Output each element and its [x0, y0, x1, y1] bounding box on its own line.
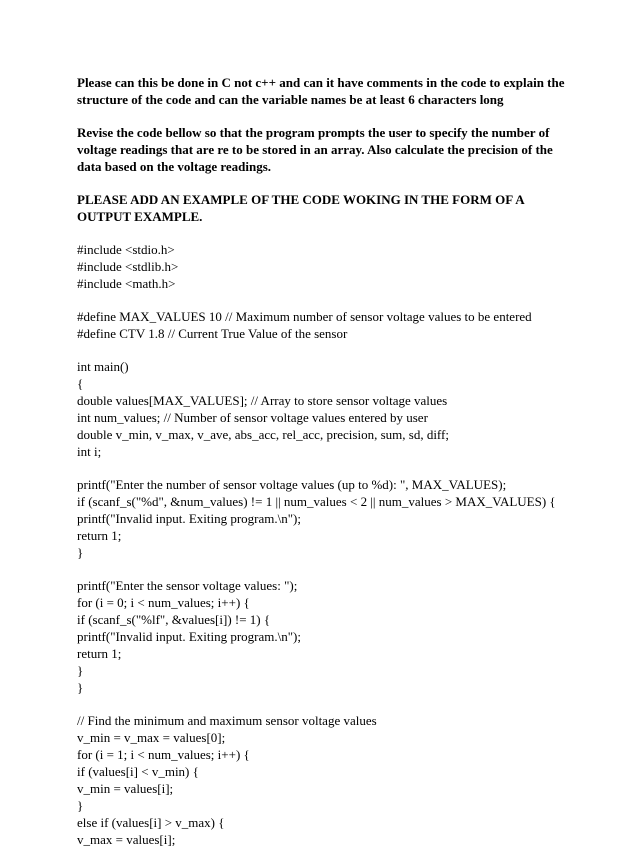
code-line: #define CTV 1.8 // Current True Value of the sensor — [77, 326, 348, 341]
code-line: int i; — [77, 444, 102, 459]
code-line: printf("Enter the sensor voltage values: "); — [77, 578, 298, 593]
code-line: printf("Invalid input. Exiting program.\n"); — [77, 511, 301, 526]
instruction-paragraph-2: Revise the code bellow so that the program prompts the user to specify the number of voltage readings that are re to be stored in an array. Also calculate the precision of the data based on the voltage readings. — [77, 125, 553, 174]
code-line: if (scanf_s("%lf", &values[i]) != 1) { — [77, 612, 271, 627]
code-line: printf("Enter the number of sensor voltage values (up to %d): ", MAX_VALUES); — [77, 477, 507, 492]
code-block-input-values — [77, 577, 577, 696]
code-line: printf("Invalid input. Exiting program.\n"); — [77, 629, 301, 644]
code-line: } — [77, 545, 84, 560]
code-block-input-count — [77, 476, 577, 561]
code-line: return 1; — [77, 646, 122, 661]
code-block-min-max — [77, 712, 577, 848]
code-line: #include <stdlib.h> — [77, 259, 179, 274]
code-line: return 1; — [77, 528, 122, 543]
code-line: for (i = 1; i < num_values; i++) { — [77, 747, 250, 762]
code-line: } — [77, 680, 84, 695]
code-line: double values[MAX_VALUES]; // Array to store sensor voltage values — [77, 393, 448, 408]
code-line: if (scanf_s("%d", &num_values) != 1 || num_values < 2 || num_values > MAX_VALUES) { — [77, 494, 556, 509]
code-line: v_max = values[i]; — [77, 832, 176, 847]
code-line: #include <stdio.h> — [77, 242, 175, 257]
code-line: v_min = v_max = values[0]; — [77, 730, 226, 745]
code-block-defines — [77, 308, 577, 342]
code-line: } — [77, 798, 84, 813]
code-line: // Find the minimum and maximum sensor voltage values — [77, 713, 377, 728]
code-line: double v_min, v_max, v_ave, abs_acc, rel_acc, precision, sum, sd, diff; — [77, 427, 449, 442]
code-line: { — [77, 376, 84, 391]
document-content — [77, 74, 577, 864]
code-line: else if (values[i] > v_max) { — [77, 815, 225, 830]
code-line: } — [77, 663, 84, 678]
code-block-declarations — [77, 358, 577, 460]
instruction-paragraph-1: Please can this be done in C not c++ and can it have comments in the code to explain the structure of the code and can the variable names be at least 6 characters long — [77, 75, 565, 107]
code-block-includes — [77, 241, 577, 292]
instruction-paragraph-3: PLEASE ADD AN EXAMPLE OF THE CODE WOKING IN THE FORM OF A OUTPUT EXAMPLE. — [77, 192, 524, 224]
code-line: #define MAX_VALUES 10 // Maximum number of sensor voltage values to be entered — [77, 309, 532, 324]
code-line: int main() — [77, 359, 129, 374]
code-line: int num_values; // Number of sensor voltage values entered by user — [77, 410, 428, 425]
code-line: for (i = 0; i < num_values; i++) { — [77, 595, 250, 610]
code-line: #include <math.h> — [77, 276, 176, 291]
code-line: if (values[i] < v_min) { — [77, 764, 199, 779]
code-line: v_min = values[i]; — [77, 781, 174, 796]
